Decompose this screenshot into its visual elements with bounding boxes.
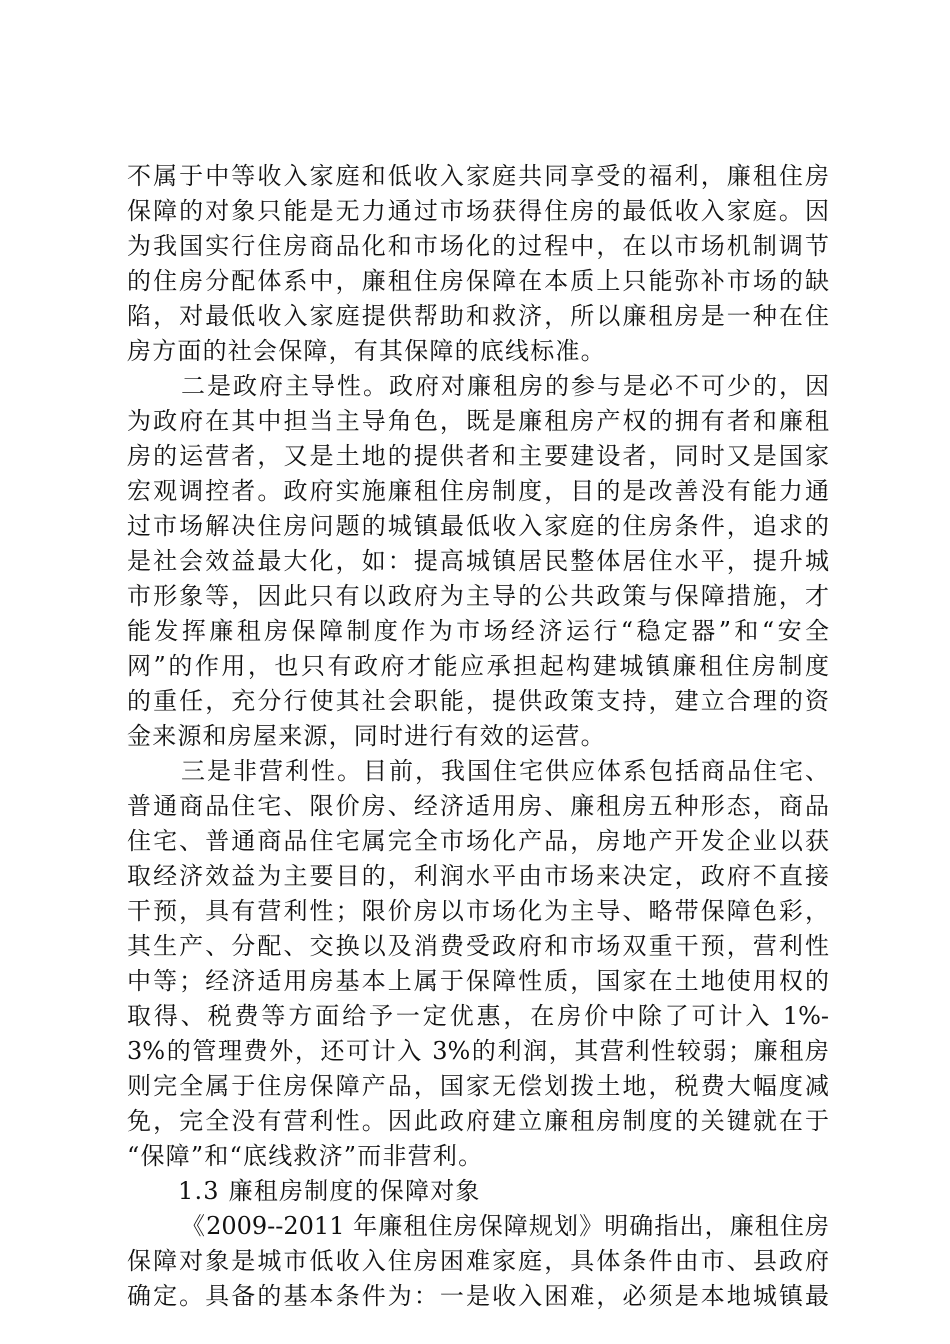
text-line: 免，完全没有营利性。因此政府建立廉租房制度的关键就在于: [127, 1107, 829, 1135]
text-line: 住宅、普通商品住宅属完全市场化产品，房地产开发企业以获: [127, 827, 829, 855]
text-line: 金来源和房屋来源，同时进行有效的运营。: [127, 722, 606, 750]
section-heading: 1.3 廉租房制度的保障对象: [178, 1177, 481, 1205]
paragraph-first-line: 三是非营利性。目前，我国住宅供应体系包括商品住宅、: [181, 757, 829, 785]
text-line: 3%的管理费外，还可计入 3%的利润，其营利性较弱；廉租房: [127, 1037, 829, 1065]
text-line: 市形象等，因此只有以政府为主导的公共政策与保障措施，才: [127, 582, 829, 610]
text-line: 则完全属于住房保障产品，国家无偿划拨土地，税费大幅度减: [127, 1072, 829, 1100]
text-line: 房方面的社会保障，有其保障的底线标准。: [127, 337, 606, 365]
text-line: 是社会效益最大化，如：提高城镇居民整体居住水平，提升城: [127, 547, 829, 575]
text-line: 干预，具有营利性；限价房以市场化为主导、略带保障色彩，: [127, 897, 829, 925]
text-line: “保障”和“底线救济”而非营利。: [127, 1142, 484, 1170]
text-line: 保障对象是城市低收入住房困难家庭，具体条件由市、县政府: [127, 1247, 829, 1275]
text-line: 取经济效益为主要目的，利润水平由市场来决定，政府不直接: [127, 862, 829, 890]
text-line: 的住房分配体系中，廉租住房保障在本质上只能弥补市场的缺: [127, 267, 829, 295]
text-line: 普通商品住宅、限价房、经济适用房、廉租房五种形态，商品: [127, 792, 829, 820]
text-line: 为我国实行住房商品化和市场化的过程中，在以市场机制调节: [127, 232, 829, 260]
text-line: 不属于中等收入家庭和低收入家庭共同享受的福利，廉租住房: [127, 162, 829, 190]
text-line: 取得、税费等方面给予一定优惠，在房价中除了可计入 1%-: [127, 1002, 829, 1030]
text-line: 能发挥廉租房保障制度作为市场经济运行“稳定器”和“安全: [127, 617, 829, 645]
paragraph-first-line: 二是政府主导性。政府对廉租房的参与是必不可少的，因: [181, 372, 829, 400]
text-line: 过市场解决住房问题的城镇最低收入家庭的住房条件，追求的: [127, 512, 829, 540]
text-line: 为政府在其中担当主导角色，既是廉租房产权的拥有者和廉租: [127, 407, 829, 435]
text-line: 的重任，充分行使其社会职能，提供政策支持，建立合理的资: [127, 687, 829, 715]
paragraph-first-line: 《2009--2011 年廉租住房保障规划》明确指出，廉租住房: [181, 1212, 829, 1240]
text-line: 其生产、分配、交换以及消费受政府和市场双重干预，营利性: [127, 932, 829, 960]
text-line: 网”的作用，也只有政府才能应承担起构建城镇廉租住房制度: [127, 652, 829, 680]
text-line: 保障的对象只能是无力通过市场获得住房的最低收入家庭。因: [127, 197, 829, 225]
text-line: 中等；经济适用房基本上属于保障性质，国家在土地使用权的: [127, 967, 829, 995]
text-line: 房的运营者，又是土地的提供者和主要建设者，同时又是国家: [127, 442, 829, 470]
text-line: 陷，对最低收入家庭提供帮助和救济，所以廉租房是一种在住: [127, 302, 829, 330]
text-line: 确定。具备的基本条件为：一是收入困难，必须是本地城镇最: [127, 1282, 829, 1310]
text-line: 宏观调控者。政府实施廉租住房制度，目的是改善没有能力通: [127, 477, 829, 505]
